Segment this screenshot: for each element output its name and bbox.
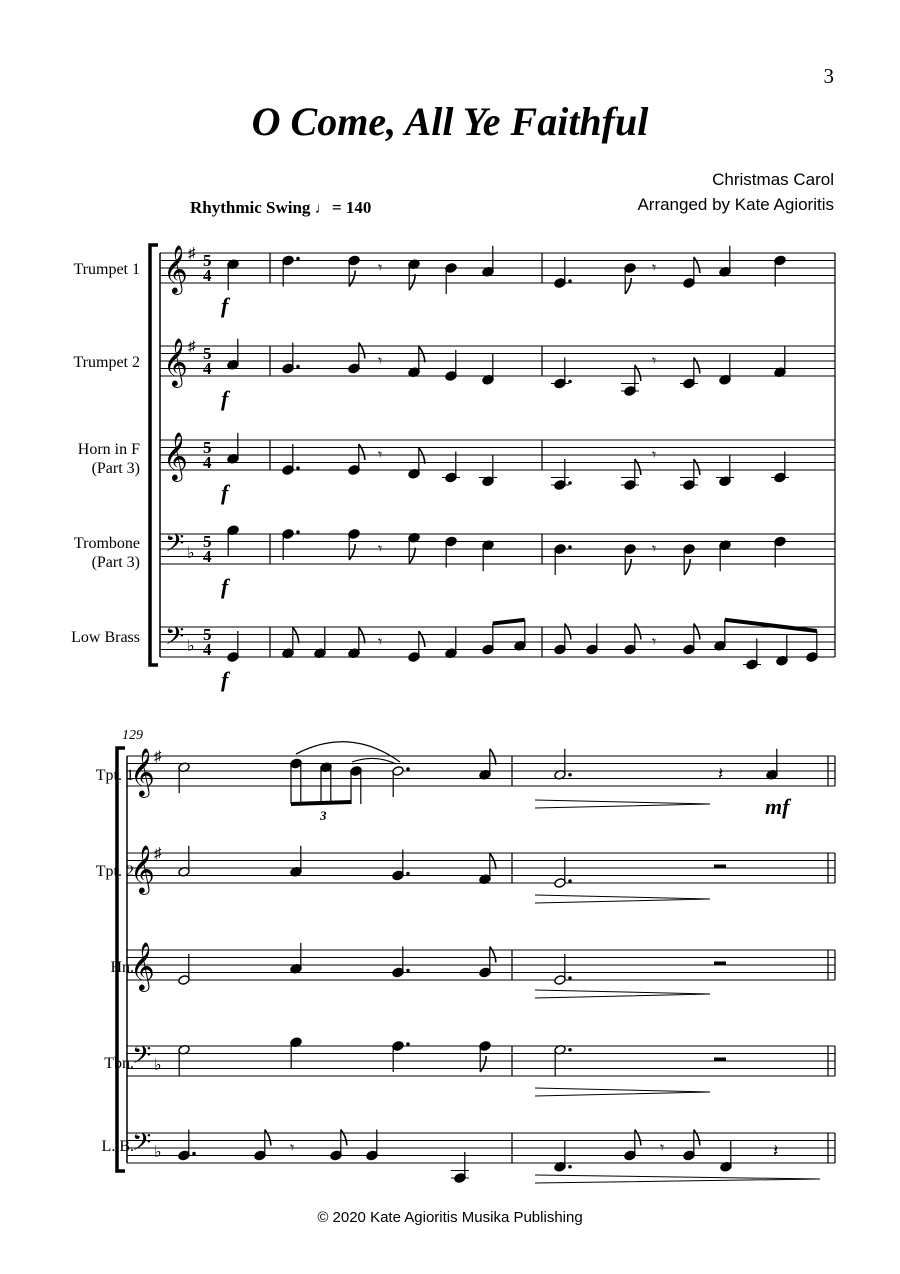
page-title: O Come, All Ye Faithful [251, 99, 649, 144]
dot [568, 879, 572, 883]
tempo-label: Rhythmic Swing [190, 198, 311, 217]
flag [490, 947, 496, 963]
quarter-rest: 𝄽 [773, 1141, 779, 1161]
eighth-rest: 𝄾 [660, 1140, 665, 1157]
dynamic-forte: f [221, 480, 229, 505]
dot [192, 1152, 196, 1156]
eighth-rest: 𝄾 [378, 447, 383, 464]
flag [341, 1130, 347, 1146]
copyright: © 2020 Kate Agioritis Musika Publishing [317, 1209, 583, 1226]
measure-number: 129 [122, 728, 143, 743]
instrument-label: Trumpet 2 [73, 354, 140, 371]
flag [293, 627, 299, 643]
treble-clef: 𝄞 [130, 750, 155, 796]
dot [406, 872, 410, 876]
dynamic-forte: f [221, 386, 229, 411]
instrument-label: Tbn. [104, 1055, 134, 1072]
eighth-rest: 𝄾 [652, 634, 657, 651]
time-sig-top: 5 [203, 625, 212, 644]
flag [694, 1130, 700, 1146]
treble-clef: 𝄞 [130, 847, 155, 893]
eighth-rest: 𝄾 [290, 1140, 295, 1157]
flag [419, 448, 425, 464]
flag [694, 624, 700, 640]
time-sig-top: 5 [203, 438, 212, 457]
beam [291, 802, 351, 804]
composer-credit: Christmas Carol [712, 170, 834, 189]
sharp: ♯ [154, 846, 162, 862]
decrescendo-hairpin [535, 895, 710, 903]
time-sig-bottom: 4 [203, 640, 212, 659]
dot [568, 380, 572, 384]
instrument-label: Trombone (Part 3) [73, 535, 140, 571]
flag [419, 346, 425, 362]
flag [359, 343, 365, 359]
eighth-rest: 𝄾 [652, 353, 657, 370]
instrument-label: Horn in F (Part 3) [77, 441, 140, 477]
page-number: 3 [823, 64, 834, 88]
time-sig-bottom: 4 [203, 359, 212, 378]
flag [480, 1056, 486, 1072]
flag [635, 624, 641, 640]
flag [635, 365, 641, 381]
flat: ♭ [187, 638, 195, 655]
flat: ♭ [187, 545, 195, 562]
instrument-label: Tpt. 2 [95, 863, 134, 880]
instrument-label: Hn. [110, 959, 134, 976]
flag [419, 631, 425, 647]
dot [296, 530, 300, 534]
dot [568, 773, 572, 777]
dynamic-forte: f [221, 293, 229, 318]
eighth-rest: 𝄾 [378, 634, 383, 651]
flag [490, 749, 496, 765]
flag [265, 1130, 271, 1146]
flag [359, 627, 365, 643]
time-sig-top: 5 [203, 532, 212, 551]
half-rest [714, 865, 726, 869]
dot [568, 279, 572, 283]
time-sig-bottom: 4 [203, 547, 212, 566]
flag [409, 274, 415, 290]
eighth-rest: 𝄾 [378, 353, 383, 370]
flag [349, 271, 355, 287]
beam [493, 620, 525, 624]
tuplet-number: 3 [320, 808, 327, 823]
instrument-label: Low Brass [71, 629, 140, 646]
dot [296, 466, 300, 470]
instrument-label: L. B. [101, 1138, 134, 1155]
beam [725, 620, 817, 631]
slur [296, 742, 400, 762]
flag [694, 358, 700, 374]
flag [625, 559, 631, 575]
dynamic-forte: f [221, 574, 229, 599]
flag [349, 544, 355, 560]
flag [409, 548, 415, 564]
flag [694, 459, 700, 475]
dot [568, 1165, 572, 1169]
dot [568, 976, 572, 980]
dot [296, 257, 300, 261]
decrescendo-hairpin [535, 990, 710, 998]
treble-clef: 𝄞 [163, 247, 188, 293]
bass-clef: 𝄢 [165, 623, 185, 656]
dynamic-mezzo-forte: mf [765, 794, 790, 819]
flag [684, 559, 690, 575]
flag [635, 1130, 641, 1146]
dot [568, 545, 572, 549]
half-rest [714, 1058, 726, 1062]
sharp: ♯ [188, 339, 196, 355]
half-rest [714, 962, 726, 966]
sharp: ♯ [188, 246, 196, 262]
treble-clef: 𝄞 [130, 944, 155, 990]
dot [406, 969, 410, 973]
eighth-rest: 𝄾 [652, 541, 657, 558]
dot [406, 767, 410, 771]
instrument-label: Trumpet 1 [73, 261, 140, 278]
treble-clef: 𝄞 [163, 434, 188, 480]
eighth-rest: 𝄾 [652, 260, 657, 277]
dynamic-forte: f [221, 667, 229, 692]
flag [625, 278, 631, 294]
decrescendo-hairpin [535, 800, 710, 808]
instrument-label: Tpt. 1 [95, 767, 134, 784]
decrescendo-hairpin [535, 1175, 820, 1183]
decrescendo-hairpin [535, 1088, 710, 1096]
eighth-rest: 𝄾 [378, 541, 383, 558]
flag [359, 444, 365, 460]
treble-clef: 𝄞 [163, 340, 188, 386]
flag [694, 257, 700, 273]
bass-clef: 𝄢 [165, 530, 185, 563]
sharp: ♯ [154, 749, 162, 765]
dot [568, 1048, 572, 1052]
system-bracket [150, 245, 158, 665]
dot [406, 1042, 410, 1046]
dot [568, 481, 572, 485]
flag [490, 853, 496, 869]
time-sig-top: 5 [203, 344, 212, 363]
bass-clef: 𝄢 [132, 1129, 152, 1162]
eighth-rest: 𝄾 [378, 260, 383, 277]
quarter-note-icon: ♩ [314, 201, 330, 217]
flag [635, 459, 641, 475]
time-sig-bottom: 4 [203, 266, 212, 285]
time-sig-top: 5 [203, 251, 212, 270]
quarter-rest: 𝄽 [718, 764, 724, 784]
time-sig-bottom: 4 [203, 453, 212, 472]
dot [296, 365, 300, 369]
bass-clef: 𝄢 [132, 1042, 152, 1075]
system-bracket [117, 748, 125, 1171]
eighth-rest: 𝄾 [652, 447, 657, 464]
flat: ♭ [154, 1144, 162, 1161]
flat: ♭ [154, 1057, 162, 1074]
tempo-value: = 140 [331, 198, 372, 217]
flag [565, 624, 571, 640]
arranger-credit: Arranged by Kate Agioritis [637, 195, 834, 214]
